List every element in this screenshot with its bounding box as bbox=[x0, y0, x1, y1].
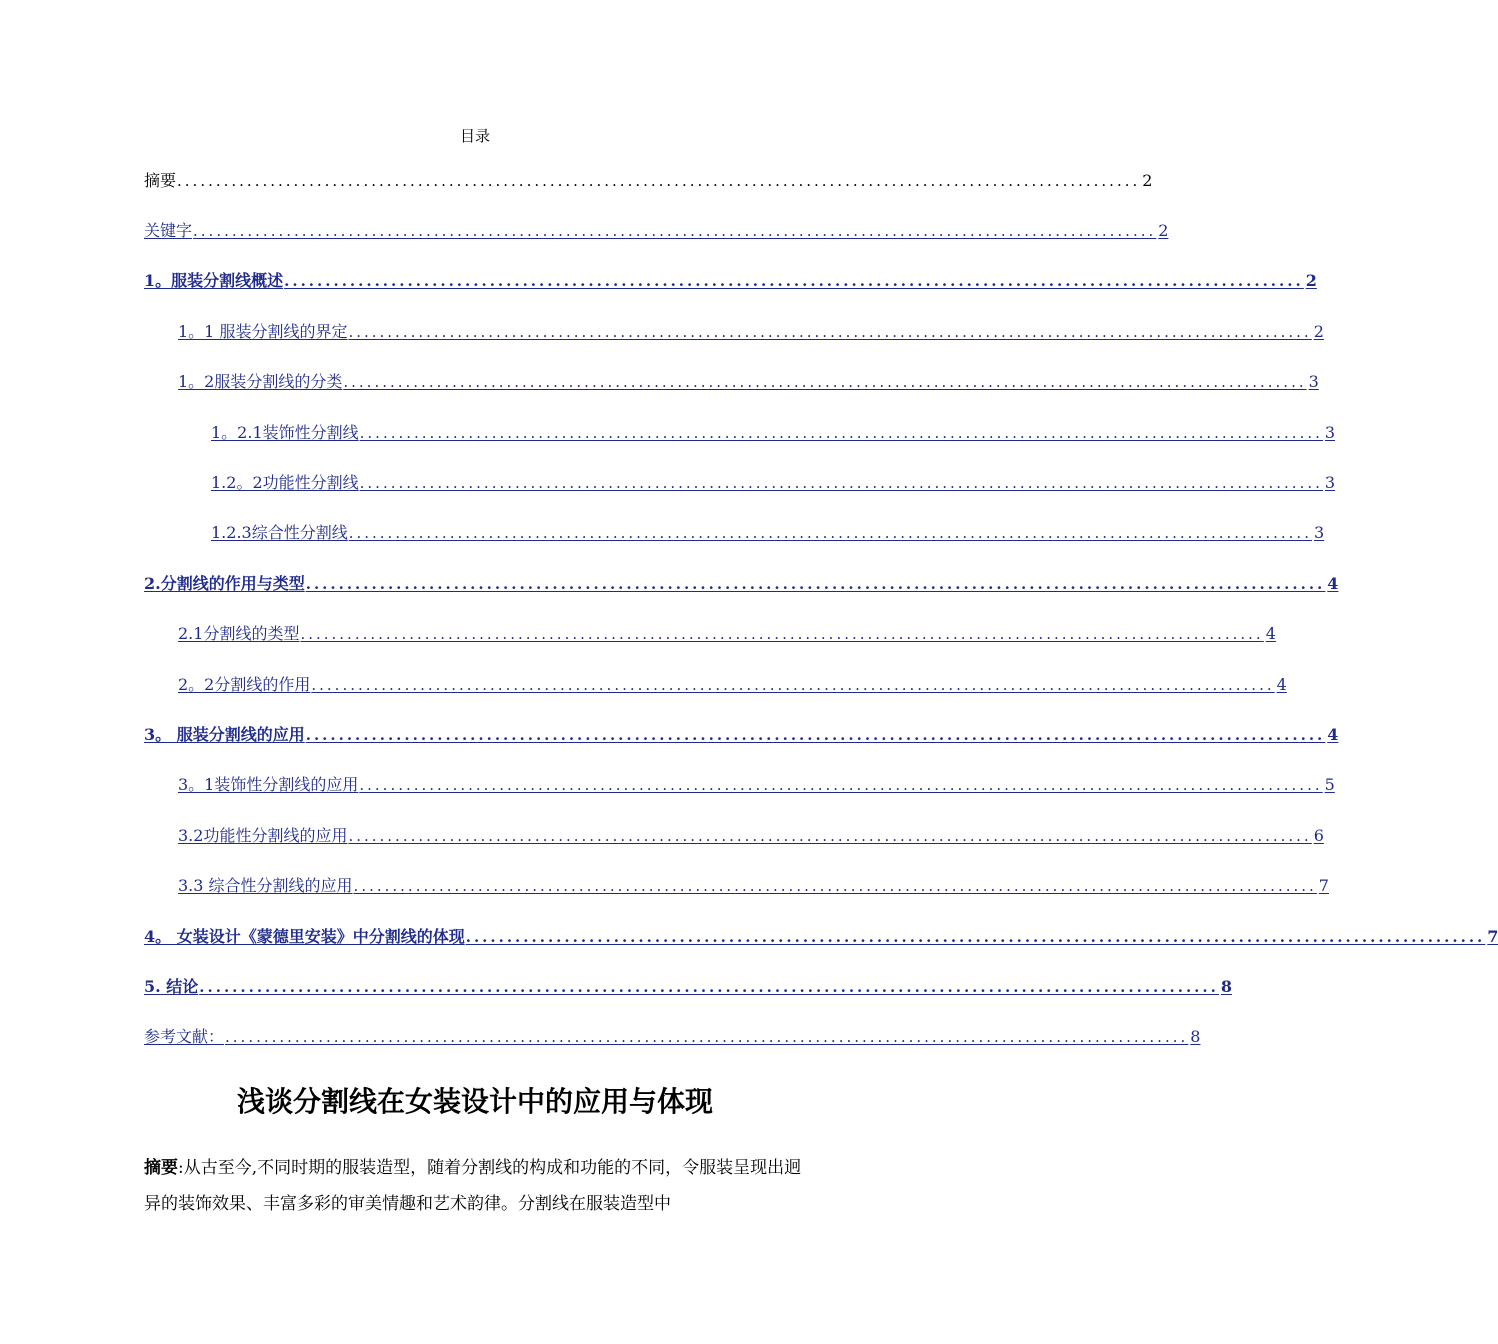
toc-entry-section-3-3[interactable] bbox=[178, 875, 1329, 897]
toc-leader-dots: ............................................................................................................................ bbox=[199, 978, 1219, 996]
toc-entry-label: 1。服装分割线概述 bbox=[144, 271, 284, 290]
toc-entry-section-2-1[interactable] bbox=[178, 623, 1276, 645]
abstract-paragraph bbox=[144, 1150, 808, 1222]
toc-entry-section-1-2-3[interactable] bbox=[211, 522, 1325, 544]
toc-entry-label: 摘要 bbox=[144, 171, 177, 190]
toc-entry-label: 1.2。2功能性分割线 bbox=[211, 473, 359, 492]
abstract-text: :从古至今,不同时期的服装造型，随着分割线的构成和功能的不同，令服装呈现出迥异的装饰效果、丰富多彩的审美情趣和艺术韵律。分割线在服装造型中 bbox=[144, 1158, 802, 1214]
toc-entry-label: 1。2.1装饰性分割线 bbox=[211, 423, 359, 442]
toc-entry-label: 1.2.3综合性分割线 bbox=[211, 523, 348, 542]
toc-entry-section-4[interactable] bbox=[144, 926, 1498, 948]
toc-leader-dots: ............................................................................................................................ bbox=[359, 474, 1323, 492]
toc-entry-section-2-2[interactable] bbox=[178, 674, 1287, 696]
toc-leader-dots: ............................................................................................................................ bbox=[177, 172, 1141, 190]
toc-entry-page: 2 bbox=[1142, 171, 1153, 190]
toc-leader-dots: ............................................................................................................................ bbox=[343, 373, 1307, 391]
toc-entry-page: 3 bbox=[1313, 523, 1325, 542]
toc-entry-label: 3。1装饰性分割线的应用 bbox=[178, 775, 359, 794]
toc-entry-references[interactable] bbox=[144, 1026, 1201, 1048]
toc-leader-dots: ............................................................................................................................ bbox=[305, 575, 1326, 593]
toc-entry-page: 4 bbox=[1327, 574, 1339, 593]
toc-entry-page: 5 bbox=[1324, 775, 1335, 794]
toc-entry-label: 3.2功能性分割线的应用 bbox=[178, 826, 348, 845]
toc-entry-label: 2。2分割线的作用 bbox=[178, 675, 311, 694]
toc-leader-dots: ............................................................................................................................ bbox=[305, 726, 1326, 744]
toc-entry-label: 1。2服装分割线的分类 bbox=[178, 372, 343, 391]
toc-leader-dots: ............................................................................................................................ bbox=[353, 877, 1317, 895]
abstract-label: 摘要 bbox=[144, 1158, 178, 1178]
toc-leader-dots: ............................................................................................................................ bbox=[311, 676, 1275, 694]
toc-entry-page: 8 bbox=[1190, 1027, 1201, 1046]
toc-entry-page: 6 bbox=[1313, 826, 1324, 845]
toc-leader-dots: ............................................................................................................................ bbox=[300, 625, 1264, 643]
toc-entry-section-1-2-1[interactable] bbox=[211, 422, 1336, 444]
toc-entry-label: 4。 女装设计《蒙德里安装》中分割线的体现 bbox=[144, 927, 465, 946]
toc-entry-page: 2 bbox=[1305, 271, 1317, 290]
toc-entry-page: 3 bbox=[1308, 372, 1319, 391]
toc-entry-page: 4 bbox=[1276, 675, 1287, 694]
toc-leader-dots: ............................................................................................................................ bbox=[284, 272, 1304, 290]
toc-entry-label: 3。 服装分割线的应用 bbox=[144, 725, 305, 744]
toc-entry-section-2[interactable] bbox=[144, 573, 1339, 595]
toc-entry-keywords[interactable] bbox=[144, 220, 1169, 242]
toc-entry-page: 2 bbox=[1313, 322, 1324, 341]
toc-entry-page: 7 bbox=[1487, 927, 1498, 946]
toc-entry-section-1-2-2[interactable] bbox=[211, 472, 1336, 494]
toc-entry-abstract[interactable] bbox=[144, 170, 1153, 192]
toc-leader-dots: ............................................................................................................................ bbox=[359, 776, 1323, 794]
toc-leader-dots: ............................................................................................................................ bbox=[359, 424, 1323, 442]
toc-entry-label: 5. 结论 bbox=[144, 977, 199, 996]
toc-entry-page: 4 bbox=[1327, 725, 1339, 744]
toc-leader-dots: ............................................................................................................................ bbox=[465, 928, 1486, 946]
toc-entry-page: 2 bbox=[1158, 221, 1169, 240]
toc-entry-label: 参考文献： bbox=[144, 1027, 225, 1046]
toc-entry-label: 关键字 bbox=[144, 221, 193, 240]
toc-leader-dots: ............................................................................................................................ bbox=[193, 222, 1157, 240]
toc-leader-dots: ............................................................................................................................ bbox=[225, 1028, 1189, 1046]
toc-entry-label: 3.3 综合性分割线的应用 bbox=[178, 876, 353, 895]
toc-entry-page: 4 bbox=[1265, 624, 1276, 643]
toc-leader-dots: ............................................................................................................................ bbox=[348, 323, 1312, 341]
document-title: 浅谈分割线在女装设计中的应用与体现 bbox=[236, 1085, 713, 1118]
toc-entry-page: 8 bbox=[1220, 977, 1232, 996]
toc-entry-section-3[interactable] bbox=[144, 724, 1339, 746]
toc-entry-label: 1。1 服装分割线的界定 bbox=[178, 322, 348, 341]
toc-entry-section-3-1[interactable] bbox=[178, 774, 1335, 796]
toc-entry-page: 7 bbox=[1318, 876, 1329, 895]
toc-entry-page: 3 bbox=[1324, 473, 1336, 492]
toc-entry-label: 2.分割线的作用与类型 bbox=[144, 574, 305, 593]
toc-entry-label: 2.1分割线的类型 bbox=[178, 624, 300, 643]
toc-entry-section-1[interactable] bbox=[144, 270, 1317, 292]
toc-leader-dots: ............................................................................................................................ bbox=[348, 524, 1312, 542]
toc-leader-dots: ............................................................................................................................ bbox=[348, 827, 1312, 845]
toc-entry-page: 3 bbox=[1324, 423, 1336, 442]
toc-entry-section-3-2[interactable] bbox=[178, 825, 1324, 847]
toc-entry-section-1-1[interactable] bbox=[178, 321, 1324, 343]
toc-entry-section-5[interactable] bbox=[144, 976, 1232, 998]
toc-heading: 目录 bbox=[459, 127, 490, 145]
toc-entry-section-1-2[interactable] bbox=[178, 371, 1319, 393]
